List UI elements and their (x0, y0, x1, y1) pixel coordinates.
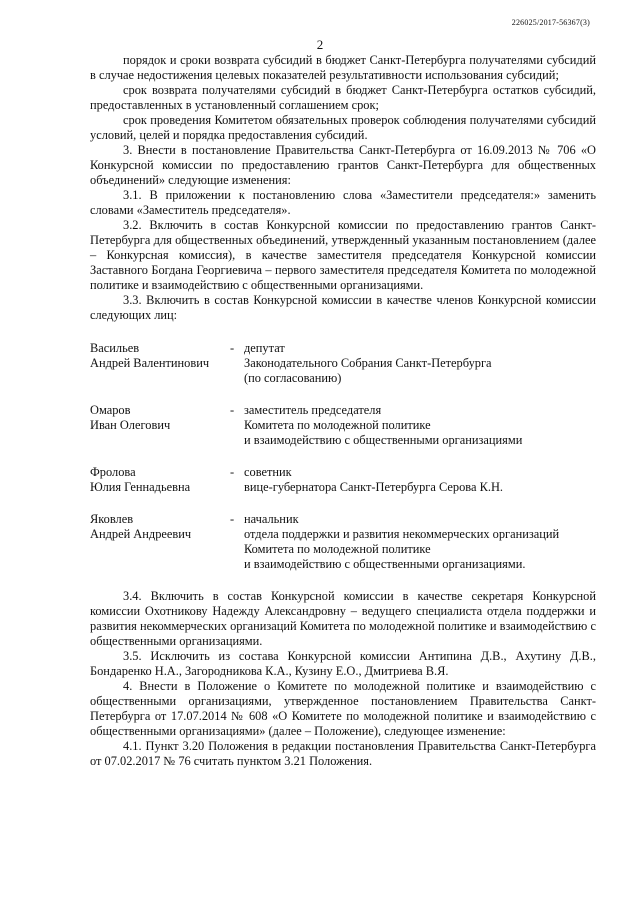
member-name (90, 512, 230, 572)
paragraph-4-1: 4.1. Пункт 3.20 Положения в редакции постановления Правительства Санкт-Петербурга от 07.02.2017 № 76 считать пунктом 3.21 Положения. (90, 739, 596, 768)
member-dash: - (230, 341, 235, 355)
position-line: Законодательного Собрания Санкт-Петербурга (244, 356, 492, 370)
position-line: и взаимодействию с общественными организациями. (244, 557, 526, 571)
member-surname: Васильев (90, 341, 140, 355)
paragraph-3-2: 3.2. Включить в состав Конкурсной комиссии по предоставлению грантов Санкт-Петербурга для общественных объединений, утвержденный указанным постановлением (далее – Конкурсная комиссия), в качестве заместителя председателя Конкурсной комиссии Заставного Богдана Георгиевича – первого заместителя председателя Комитета по молодежной политике и взаимодействию с общественными организациями. (90, 218, 596, 292)
member-surname: Яковлев (90, 512, 134, 526)
position-line: Комитета по молодежной политике (244, 418, 431, 432)
member-position (244, 341, 596, 386)
member-given-name: Андрей Андреевич (90, 527, 192, 541)
member-omarov (90, 403, 596, 448)
member-dash: - (230, 512, 235, 526)
member-surname: Омаров (90, 403, 131, 417)
paragraph-3-4: 3.4. Включить в состав Конкурсной комиссии в качестве секретаря Конкурсной комиссии Охотникову Надежду Александровну – ведущего специалиста отдела поддержки и развития некоммерческих организаций Комитета по молодежной политике и взаимодействию с общественными организациями. (90, 589, 596, 648)
member-vasiliev (90, 341, 596, 386)
member-surname: Фролова (90, 465, 136, 479)
member-given-name: Юлия Геннадьевна (90, 480, 191, 494)
position-line: начальник (244, 512, 299, 526)
closing-paragraphs (90, 589, 596, 769)
member-given-name: Андрей Валентинович (90, 356, 210, 370)
paragraph-3-3: 3.3. Включить в состав Конкурсной комиссии в качестве членов Конкурсной комиссии следующих лиц: (90, 293, 596, 322)
member-position (244, 512, 596, 572)
paragraph-3-1: 3.1. В приложении к постановлению слова «Заместители председателя:» заменить словами «Заместитель председателя». (90, 188, 596, 217)
member-name (90, 465, 230, 495)
member-dash: - (230, 403, 235, 417)
member-dash: - (230, 465, 235, 479)
member-position (244, 403, 596, 448)
member-name (90, 403, 230, 448)
commission-members-list (90, 341, 596, 572)
paragraph-inspection-deadline: срок проведения Комитетом обязательных проверок соблюдения получателями субсидий условий, целей и порядка предоставления субсидий. (90, 113, 596, 142)
position-line: и взаимодействию с общественными организациями (244, 433, 523, 447)
position-line: советник (244, 465, 292, 479)
member-given-name: Иван Олегович (90, 418, 171, 432)
position-line: (по согласованию) (244, 371, 342, 385)
position-line: Комитета по молодежной политике (244, 542, 431, 556)
paragraph-3-5: 3.5. Исключить из состава Конкурсной комиссии Антипина Д.В., Ахутину Д.В., Бондаренко Н.А., Загородникова К.А., Кузину Е.О., Дмитриева В.Я. (90, 649, 596, 678)
paragraph-4: 4. Внести в Положение о Комитете по молодежной политике и взаимодействию с общественными организациями, утвержденное постановлением Правительства Санкт-Петербурга от 17.07.2014 № 608 «О Комитете по молодежной политике и взаимодействию с общественными организациями» (далее – Положение), следующее изменение: (90, 679, 596, 738)
position-line: депутат (244, 341, 285, 355)
member-frolova (90, 465, 596, 495)
member-yakovlev (90, 512, 596, 572)
member-position (244, 465, 596, 495)
position-line: заместитель председателя (244, 403, 382, 417)
paragraph-3: 3. Внести в постановление Правительства Санкт-Петербурга от 16.09.2013 № 706 «О Конкурсной комиссии по предоставлению грантов Санкт-Петербурга для общественных объединений» следующие изменения: (90, 143, 596, 187)
member-name (90, 341, 230, 386)
position-line: отдела поддержки и развития некоммерческих организаций (244, 527, 560, 541)
document-body (90, 53, 596, 769)
document-registration-number: 226025/2017-56367(3) (511, 18, 590, 27)
position-line: вице-губернатора Санкт-Петербурга Серова К.Н. (244, 480, 503, 494)
paragraph-subsidy-return-deadline: срок возврата получателями субсидий в бюджет Санкт-Петербурга остатков субсидий, предоставленных в установленный соглашением срок; (90, 83, 596, 112)
page-number: 2 (316, 37, 324, 52)
paragraph-subsidy-return-order: порядок и сроки возврата субсидий в бюджет Санкт-Петербурга получателями субсидий в случае недостижения целевых показателей результативности использования субсидий; (90, 53, 596, 82)
